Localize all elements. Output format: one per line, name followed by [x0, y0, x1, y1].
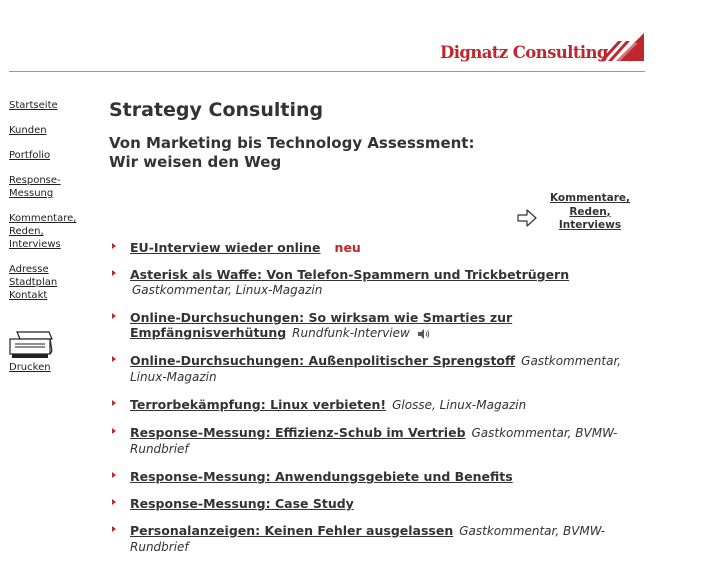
bullet-icon [112, 400, 116, 406]
news-list [110, 240, 655, 567]
page-subtitle [109, 134, 474, 172]
sidebar-item-label: Portfolio [9, 150, 51, 161]
sidebar-item-label: Kunden [9, 125, 47, 136]
list-item [110, 425, 655, 457]
list-item [110, 240, 655, 255]
sidebar-item-adresse[interactable] [9, 263, 89, 302]
subtitle-line: Von Marketing bis Technology Assessment: [109, 134, 475, 152]
bullet-icon [112, 270, 116, 276]
bullet-icon [112, 526, 116, 532]
sidebar-item-label: Stadtplan [9, 277, 58, 288]
bullet-icon [112, 499, 116, 505]
news-link[interactable]: Response-Messung: Effizienz-Schub im Vertrieb [130, 425, 466, 440]
arrow-right-icon [517, 209, 537, 227]
bullet-icon [112, 313, 116, 319]
sidebar-item-label: Messung [9, 188, 54, 199]
sidebar-item-label: Kommentare, [9, 213, 77, 224]
list-item [110, 353, 655, 385]
comments-side-link[interactable] [543, 192, 637, 233]
news-meta: Rundfunk-Interview [292, 326, 410, 340]
side-link-line: Kommentare, [549, 192, 631, 204]
news-meta: Glosse, Linux-Magazin [392, 398, 527, 412]
news-link[interactable]: Response-Messung: Anwendungsgebiete und Benefits [130, 469, 513, 484]
header-divider [9, 71, 645, 72]
news-link[interactable]: Terrorbekämpfung: Linux verbieten! [130, 397, 387, 412]
sidebar-item-label: Kontakt [9, 290, 48, 301]
printer-icon[interactable] [9, 331, 53, 359]
sidebar-item-label: Adresse [9, 264, 49, 275]
news-meta: Gastkommentar, BVMW-Rundbrief [130, 426, 618, 456]
speaker-icon[interactable] [418, 329, 430, 339]
sidebar-item-label: Interviews [9, 239, 61, 250]
news-link[interactable]: Online-Durchsuchungen: So wirksam wie Smarties zur Empfängnisverhütung [130, 310, 513, 340]
side-link-line: Reden, [569, 205, 611, 218]
bullet-icon [112, 356, 116, 362]
list-item [110, 397, 655, 413]
list-item [110, 310, 655, 341]
sidebar-item-label: Reden, [9, 226, 44, 237]
subtitle-line: Wir weisen den Weg [109, 153, 282, 171]
striped-diagonal-logo-icon [600, 33, 644, 61]
news-link[interactable]: Response-Messung: Case Study [130, 496, 354, 511]
sidebar-item-kunden[interactable] [9, 124, 89, 137]
side-link-line: Interviews [558, 219, 622, 231]
sidebar-item-label: Response- [9, 175, 61, 186]
list-item [110, 267, 655, 298]
list-item [110, 496, 655, 511]
bullet-icon [112, 472, 116, 478]
news-link[interactable]: Online-Durchsuchungen: Außenpolitischer Sprengstoff [130, 353, 516, 368]
sidebar-item-label: Startseite [9, 100, 58, 111]
bullet-icon [112, 243, 116, 249]
news-meta: Gastkommentar, Linux-Magazin [130, 354, 622, 384]
brand-name: Dignatz Consulting [440, 43, 608, 62]
news-meta: Gastkommentar, BVMW-Rundbrief [130, 524, 606, 554]
list-item [110, 469, 655, 484]
news-link[interactable]: Personalanzeigen: Keinen Fehler ausgelassen [130, 523, 454, 538]
news-meta: Gastkommentar, Linux-Magazin [132, 283, 323, 297]
bullet-icon [112, 428, 116, 434]
list-item [110, 523, 655, 555]
sidebar-item-kommentare[interactable] [9, 212, 89, 251]
new-badge: neu [334, 240, 361, 255]
page-title: Strategy Consulting [109, 99, 324, 121]
sidebar-item-portfolio[interactable] [9, 149, 89, 162]
news-link[interactable]: EU-Interview wieder online [130, 240, 321, 255]
sidebar-nav [9, 99, 89, 302]
news-link[interactable]: Asterisk als Waffe: Von Telefon-Spammern und Trickbetrügern [130, 267, 570, 282]
sidebar-item-response-messung[interactable] [9, 174, 89, 200]
sidebar-item-startseite[interactable] [9, 99, 89, 112]
print-link[interactable]: Drucken [9, 362, 51, 373]
